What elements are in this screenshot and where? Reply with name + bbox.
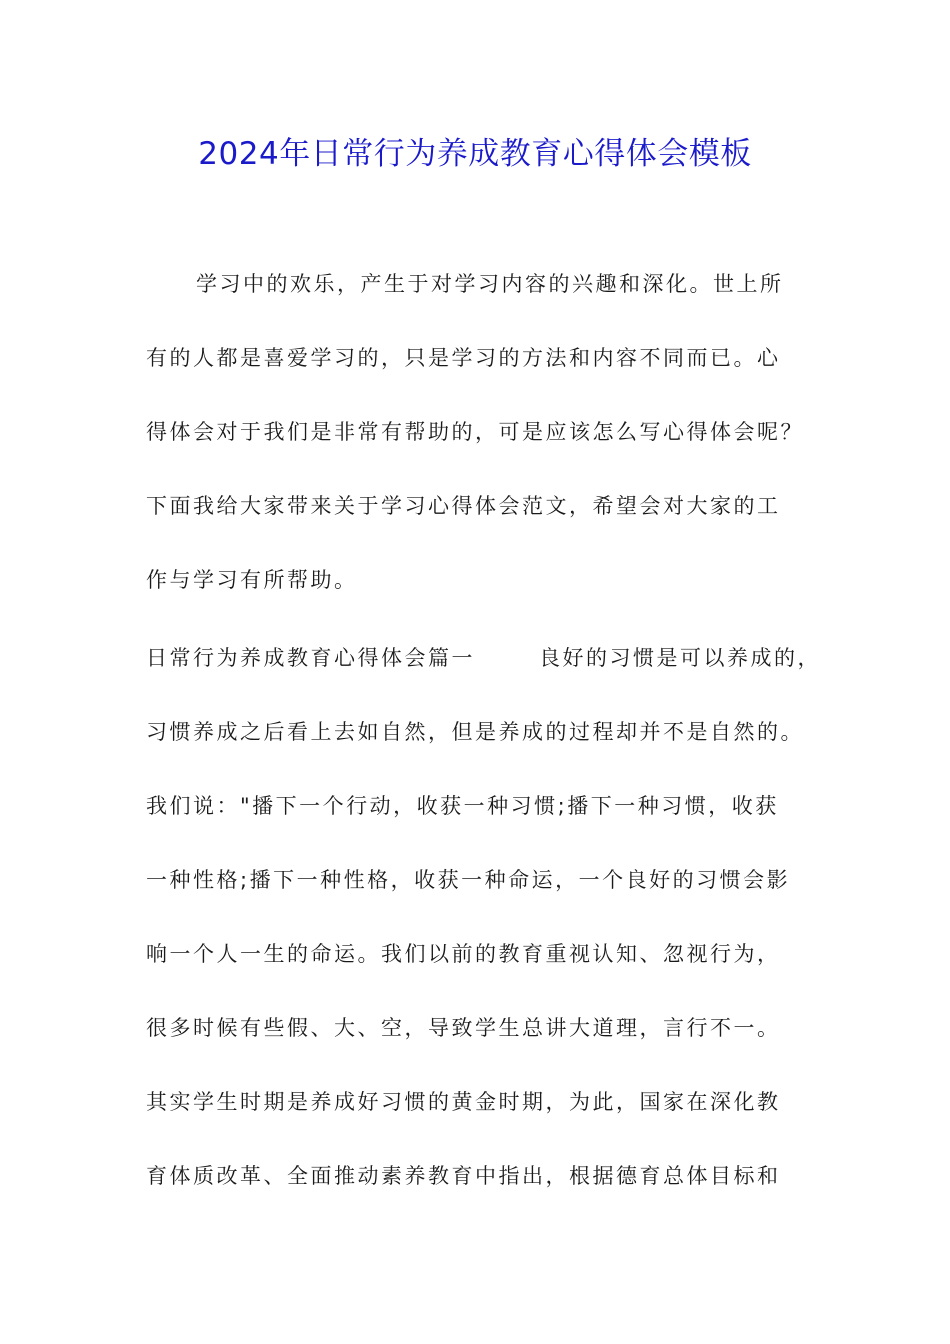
paragraph-line: 其实学生时期是养成好习惯的黄金时期，为此，国家在深化教 bbox=[146, 1090, 781, 1114]
paragraph-line: 得体会对于我们是非常有帮助的，可是应该怎么写心得体会呢？ bbox=[146, 420, 804, 444]
paragraph-line: 习惯养成之后看上去如自然，但是养成的过程却并不是自然的。 bbox=[146, 720, 804, 744]
paragraph-line: 我们说："播下一个行动，收获一种习惯;播下一种习惯，收获 bbox=[146, 794, 779, 818]
document-title: 2024年日常行为养成教育心得体会模板 bbox=[198, 136, 752, 172]
paragraph-line: 作与学习有所帮助。 bbox=[146, 568, 358, 592]
paragraph-line: 响一个人一生的命运。我们以前的教育重视认知、忽视行为， bbox=[146, 942, 781, 966]
paragraph-line: 很多时候有些假、大、空，导致学生总讲大道理，言行不一。 bbox=[146, 1016, 781, 1040]
paragraph-line: 学习中的欢乐，产生于对学习内容的兴趣和深化。世上所 bbox=[196, 272, 784, 296]
section-first-line: 良好的习惯是可以养成的， bbox=[539, 646, 821, 670]
paragraph-line: 育体质改革、全面推动素养教育中指出，根据德育总体目标和 bbox=[146, 1164, 781, 1188]
paragraph-line: 一种性格;播下一种性格，收获一种命运，一个良好的习惯会影 bbox=[146, 868, 791, 892]
section-line bbox=[146, 642, 826, 674]
section-heading: 日常行为养成教育心得体会篇一 bbox=[146, 646, 475, 670]
paragraph-line: 有的人都是喜爱学习的，只是学习的方法和内容不同而已。心 bbox=[146, 346, 781, 370]
paragraph-line: 下面我给大家带来关于学习心得体会范文，希望会对大家的工 bbox=[146, 494, 781, 518]
